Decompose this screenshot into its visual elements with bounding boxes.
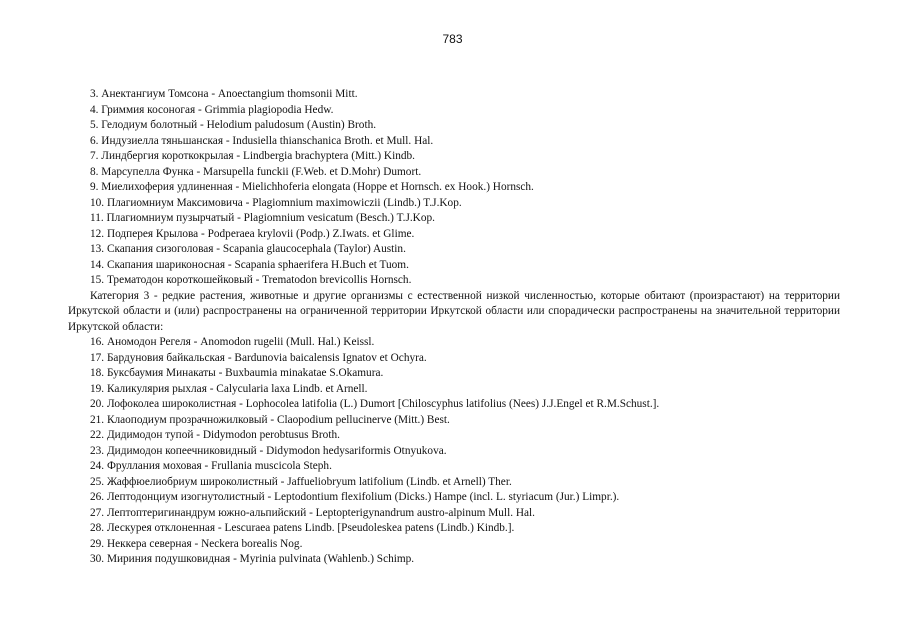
list-item: 29. Неккера северная - Neckera borealis Nog. xyxy=(90,537,303,550)
list-item: 14. Скапания шариконосная - Scapania sphaerifera H.Buch et Tuom. xyxy=(90,258,409,271)
list-item: 30. Мириния подушковидная - Myrinia pulvinata (Wahlenb.) Schimp. xyxy=(90,553,415,565)
list-item: 5. Гелодиум болотный - Helodium paludosum (Austin) Broth. xyxy=(90,119,377,131)
list-item: 28. Лескурея отклоненная - Lescuraea patens Lindb. [Pseudoleskea patens (Lindb.) Kindb.]. xyxy=(90,522,515,534)
list-item: 22. Дидимодон тупой - Didymodon perobtusus Broth. xyxy=(90,429,340,441)
page-number: 783 xyxy=(442,32,463,46)
list-item: 18. Буксбаумия Минакаты - Buxbaumia minakatae S.Okamura. xyxy=(90,367,384,379)
category-3-text: Категория 3 - редкие растения, животные и другие организмы с естественной низкой численностью, которые обитают (произрастают) на территории Иркутской области и (или) распространены на ограниченной территории Иркутской области или спорадически распространены на значительной территории Иркутской области: xyxy=(68,289,840,333)
list-item: 11. Плагиомниум пузырчатый - Plagiomnium vesicatum (Besch.) T.J.Kop. xyxy=(90,212,435,224)
list-item: 23. Дидимодон копеечниковидный - Didymodon hedysariformis Otnyukova. xyxy=(90,444,447,457)
list-item: 16. Аномодон Регеля - Anomodon rugelii (Mull. Hal.) Keissl. xyxy=(90,336,375,348)
list-item: 3. Анектангиум Томсона - Anoectangium thomsonii Mitt. xyxy=(90,88,358,100)
list-item: 12. Подперея Крылова - Podperaea krylovii (Podp.) Z.Iwats. et Glime. xyxy=(90,227,415,240)
list-item: 17. Бардуновия байкальская - Bardunovia baicalensis Ignatov et Ochyra. xyxy=(90,351,427,364)
species-list-category-2 xyxy=(90,87,840,289)
list-item: 15. Трематодон короткошейковый - Trematodon brevicollis Hornsch. xyxy=(90,274,412,286)
category-3-description xyxy=(68,289,840,336)
list-item: 4. Гриммия косоногая - Grimmia plagiopodia Hedw. xyxy=(90,103,334,116)
list-item: 20. Лофоколеа широколистная - Lophocolea latifolia (L.) Dumort [Chiloscyphus latifolius (Nees) J.J.Engel et R.M.Schust.]. xyxy=(90,398,660,410)
list-item: 19. Каликулярия рыхлая - Calycularia laxa Lindb. et Arnell. xyxy=(90,382,368,395)
species-list-category-3 xyxy=(90,335,840,568)
list-item: 7. Линдбергия короткокрылая - Lindbergia brachyptera (Mitt.) Kindb. xyxy=(90,150,415,162)
document-body xyxy=(68,87,840,568)
list-item: 26. Лептодонциум изогнутолистный - Leptodontium flexifolium (Dicks.) Hampe (incl. L. styriacum (Jur.) Limpr.). xyxy=(90,491,620,503)
list-item: 6. Индузиелла тяньшанская - Indusiella thianschanica Broth. et Mull. Hal. xyxy=(90,134,434,147)
list-item: 13. Скапания сизоголовая - Scapania glaucocephala (Taylor) Austin. xyxy=(90,243,406,255)
list-item: 21. Клаоподиум прозрачножилковый - Claopodium pellucinerve (Mitt.) Best. xyxy=(90,413,450,426)
list-item: 27. Лептоптеригинандрум южно-альпийский - Leptopterigynandrum austro-alpinum Mull. Hal. xyxy=(90,506,535,519)
list-item: 9. Миелихоферия удлиненная - Mielichhoferia elongata (Hoppe et Hornsch. ex Hook.) Hornsch. xyxy=(90,181,534,193)
list-item: 25. Жаффюелиобриум широколистный - Jaffueliobryum latifolium (Lindb. et Arnell) Ther. xyxy=(90,475,512,488)
list-item: 8. Марсупелла Функа - Marsupella funckii (F.Web. et D.Mohr) Dumort. xyxy=(90,165,422,178)
list-item: 10. Плагиомниум Максимовича - Plagiomnium maximowiczii (Lindb.) T.J.Kop. xyxy=(90,196,462,209)
list-item: 24. Фруллания моховая - Frullania muscicola Steph. xyxy=(90,460,332,472)
